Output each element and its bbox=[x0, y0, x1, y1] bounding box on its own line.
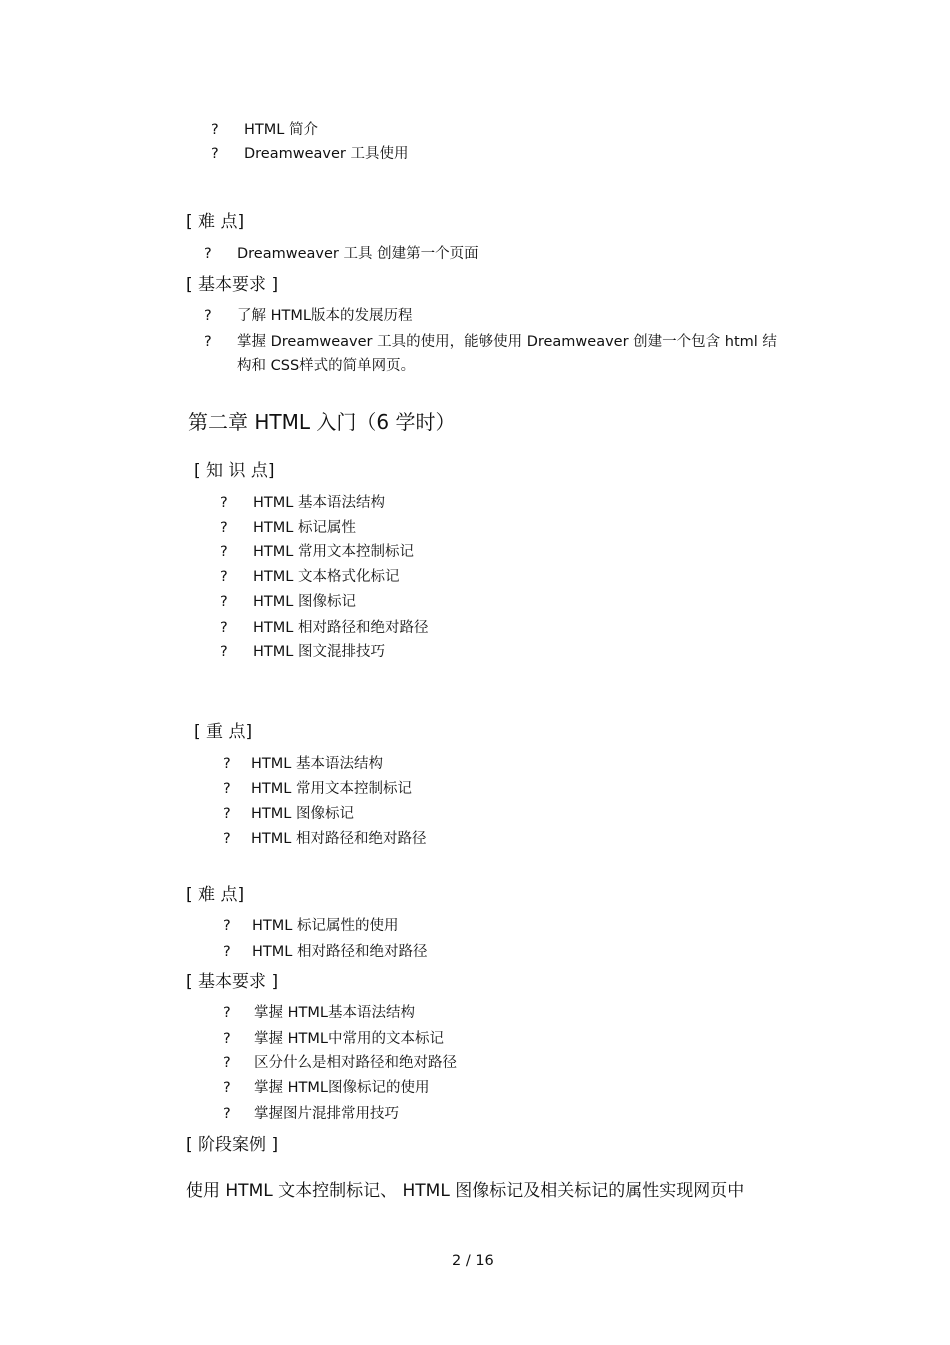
page-number: 2 / 16 bbox=[452, 1253, 494, 1269]
section-heading-case: [ 阶段案例 ] bbox=[186, 1135, 279, 1155]
list-item-text: HTML 常用文本控制标记 bbox=[253, 544, 414, 560]
list-bullet: ? bbox=[223, 831, 231, 847]
list-bullet: ? bbox=[223, 918, 231, 934]
list-item-text: HTML 相对路径和绝对路径 bbox=[252, 944, 428, 960]
list-item-text: 掌握 Dreamweaver 工具的使用，能够使用 Dreamweaver 创建一个包含 html 结 bbox=[237, 334, 777, 350]
section-heading-knowledge: [ 知 识 点] bbox=[194, 461, 275, 481]
list-item-text: HTML 相对路径和绝对路径 bbox=[253, 620, 429, 636]
section-heading-requirements: [ 基本要求 ] bbox=[186, 972, 279, 992]
list-item-text: HTML 图文混排技巧 bbox=[253, 644, 385, 660]
list-item-text: 掌握 HTML基本语法结构 bbox=[254, 1005, 415, 1021]
list-item-text: HTML 图像标记 bbox=[251, 806, 354, 822]
list-bullet: ? bbox=[223, 1005, 231, 1021]
list-item-text: 掌握图片混排常用技巧 bbox=[254, 1106, 399, 1122]
list-item-text: HTML 标记属性 bbox=[253, 520, 356, 536]
section-heading-difficulty: [ 难 点] bbox=[186, 212, 245, 232]
list-bullet: ? bbox=[204, 308, 212, 324]
list-item-continuation: 构和 CSS样式的简单网页。 bbox=[237, 358, 416, 374]
list-bullet: ? bbox=[220, 544, 228, 560]
list-bullet: ? bbox=[220, 594, 228, 610]
chapter-title: 第二章 HTML 入门（6 学时） bbox=[188, 410, 456, 434]
list-bullet: ? bbox=[223, 944, 231, 960]
list-bullet: ? bbox=[220, 495, 228, 511]
section-heading-key-points: [ 重 点] bbox=[194, 722, 253, 742]
list-bullet: ? bbox=[223, 806, 231, 822]
list-item-text: HTML 相对路径和绝对路径 bbox=[251, 831, 427, 847]
section-heading-difficulty: [ 难 点] bbox=[186, 885, 245, 905]
list-bullet: ? bbox=[220, 569, 228, 585]
section-heading-requirements: [ 基本要求 ] bbox=[186, 275, 279, 295]
list-item-text: HTML 基本语法结构 bbox=[253, 495, 385, 511]
list-item-text: 了解 HTML版本的发展历程 bbox=[237, 308, 413, 324]
list-item-text: 区分什么是相对路径和绝对路径 bbox=[254, 1055, 457, 1071]
list-item-text: HTML 常用文本控制标记 bbox=[251, 781, 412, 797]
list-bullet: ? bbox=[220, 520, 228, 536]
list-item-text: HTML 文本格式化标记 bbox=[253, 569, 400, 585]
list-bullet: ? bbox=[211, 146, 219, 162]
list-bullet: ? bbox=[223, 1106, 231, 1122]
list-item-text: 掌握 HTML中常用的文本标记 bbox=[254, 1031, 444, 1047]
list-item-text: HTML 标记属性的使用 bbox=[252, 918, 399, 934]
list-bullet: ? bbox=[211, 122, 219, 138]
list-bullet: ? bbox=[220, 644, 228, 660]
list-item-text: 掌握 HTML图像标记的使用 bbox=[254, 1080, 430, 1096]
list-bullet: ? bbox=[223, 1080, 231, 1096]
list-bullet: ? bbox=[204, 334, 212, 350]
list-item-text: Dreamweaver 工具 创建第一个页面 bbox=[237, 246, 479, 262]
list-item-text: Dreamweaver 工具使用 bbox=[244, 146, 409, 162]
list-item-text: HTML 图像标记 bbox=[253, 594, 356, 610]
list-item-text: HTML 简介 bbox=[244, 122, 318, 138]
list-bullet: ? bbox=[223, 781, 231, 797]
list-bullet: ? bbox=[220, 620, 228, 636]
list-bullet: ? bbox=[223, 1055, 231, 1071]
list-bullet: ? bbox=[223, 756, 231, 772]
list-bullet: ? bbox=[223, 1031, 231, 1047]
list-bullet: ? bbox=[204, 246, 212, 262]
list-item-text: HTML 基本语法结构 bbox=[251, 756, 383, 772]
case-description: 使用 HTML 文本控制标记、 HTML 图像标记及相关标记的属性实现网页中 bbox=[186, 1181, 745, 1201]
